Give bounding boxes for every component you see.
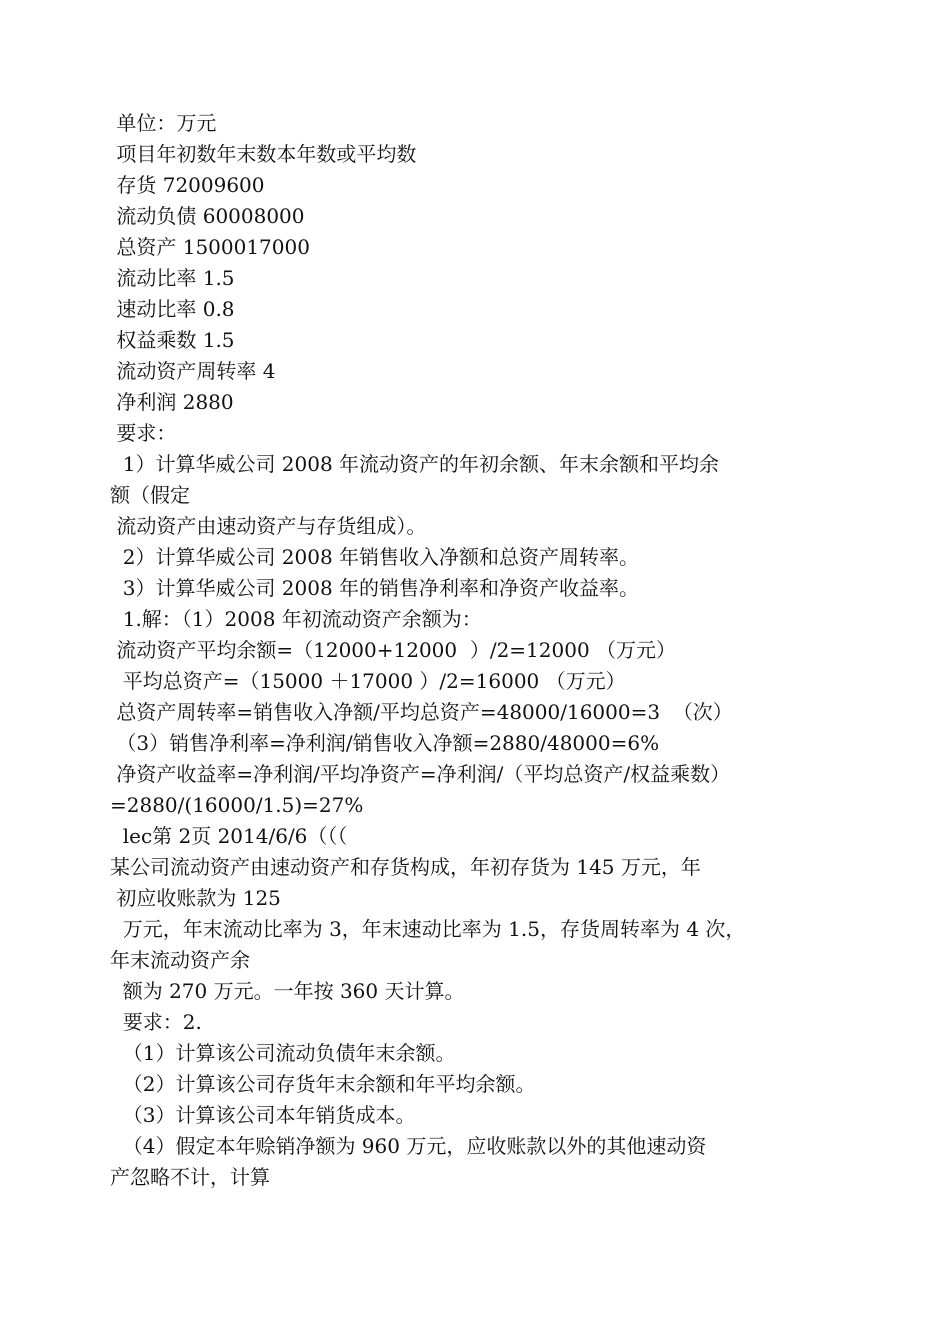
text-line: 权益乘数 1.5: [110, 328, 235, 352]
text-line: 平均总资产=（15000 ＋17000 ）/2=16000 （万元）: [110, 669, 626, 693]
text-line: 流动资产周转率 4: [110, 359, 276, 383]
text-line: 1）计算华威公司 2008 年流动资产的年初余额、年末余额和平均余: [110, 452, 720, 476]
text-line: 初应收账款为 125: [110, 886, 281, 910]
text-line: （3）计算该公司本年销货成本。: [110, 1103, 416, 1127]
text-line: （3）销售净利率=净利润/销售收入净额=2880/48000=6%: [110, 731, 660, 755]
text-line: （2）计算该公司存货年末余额和年平均余额。: [110, 1072, 536, 1096]
text-line: 流动资产平均余额=（12000+12000 ）/2=12000 （万元）: [110, 638, 677, 662]
text-line: 要求：2.: [110, 1010, 202, 1034]
text-line: 万元，年末流动比率为 3，年末速动比率为 1.5，存货周转率为 4 次，: [110, 917, 746, 941]
text-line: 总资产周转率=销售收入净额/平均总资产=48000/16000=3 （次）: [110, 700, 733, 724]
text-line: 单位：万元: [110, 111, 217, 135]
text-line: 2）计算华威公司 2008 年销售收入净额和总资产周转率。: [110, 545, 640, 569]
text-line: （1）计算该公司流动负债年末余额。: [110, 1041, 456, 1065]
text-line: 净资产收益率=净利润/平均净资产=净利润/（平均总资产/权益乘数）: [110, 762, 731, 786]
text-line: 项目年初数年末数本年数或平均数: [110, 142, 417, 166]
text-line: 流动负债 60008000: [110, 204, 305, 228]
text-line: 1.解：（1）2008 年初流动资产余额为：: [110, 607, 482, 631]
text-line: 额（假定: [110, 483, 190, 507]
text-line: 产忽略不计，计算: [110, 1165, 270, 1189]
text-line: 净利润 2880: [110, 390, 234, 414]
text-line: 某公司流动资产由速动资产和存货构成，年初存货为 145 万元，年: [110, 855, 701, 879]
text-line: lec第 2页 2014/6/6（（（: [110, 824, 348, 848]
text-line: 存货 72009600: [110, 173, 265, 197]
document-body: [110, 108, 870, 1193]
text-line: （4）假定本年赊销净额为 960 万元，应收账款以外的其他速动资: [110, 1134, 707, 1158]
text-line: 年末流动资产余: [110, 948, 250, 972]
text-line: 要求：: [110, 421, 177, 445]
text-line: =2880/(16000/1.5)=27%: [110, 793, 364, 817]
text-line: 3）计算华威公司 2008 年的销售净利率和净资产收益率。: [110, 576, 640, 600]
text-line: 总资产 1500017000: [110, 235, 310, 259]
text-line: 流动资产由速动资产与存货组成）。: [110, 514, 427, 538]
text-line: 额为 270 万元。一年按 360 天计算。: [110, 979, 465, 1003]
text-line: 速动比率 0.8: [110, 297, 235, 321]
text-line: 流动比率 1.5: [110, 266, 235, 290]
